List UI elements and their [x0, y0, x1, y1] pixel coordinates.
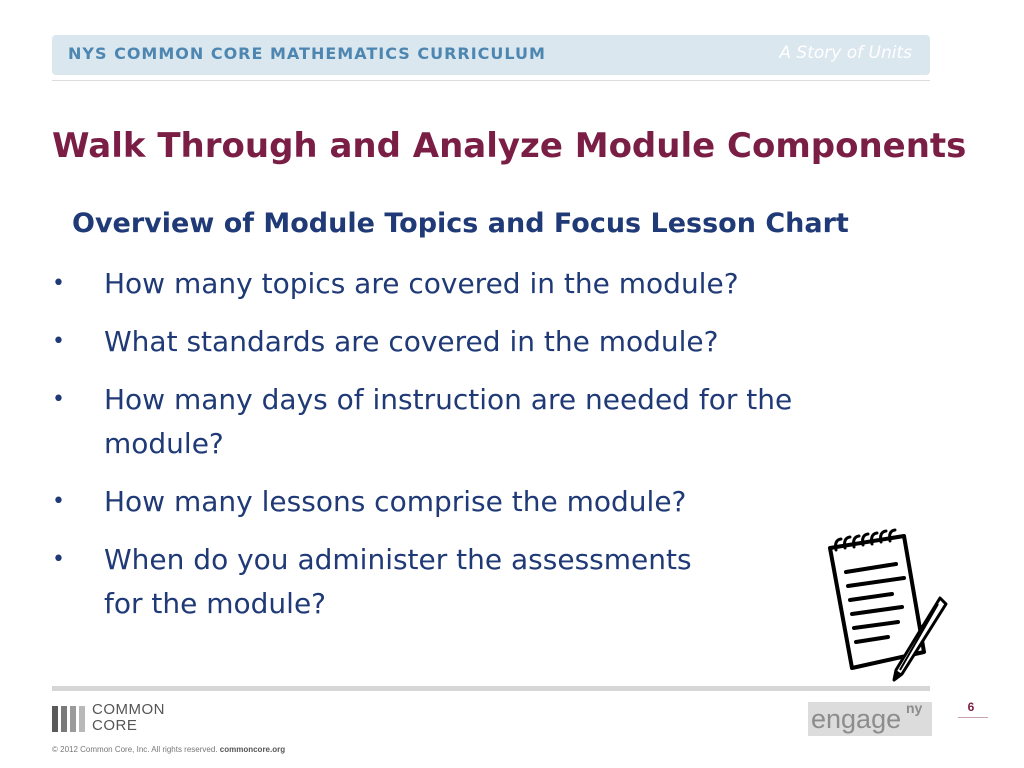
list-item: [52, 320, 912, 364]
page-number-underline: [958, 717, 988, 718]
question-list: [52, 262, 912, 640]
engage-ny-superscript: ny: [906, 700, 923, 716]
bullet-text: When do you administer the assessments for the module?: [104, 543, 692, 620]
footer-divider: [52, 686, 930, 691]
bullet-icon: •: [52, 329, 65, 354]
copyright-notice: [52, 745, 285, 754]
common-core-logo-icon: [52, 704, 86, 734]
bullet-icon: •: [52, 387, 65, 412]
wordmark-line: CORE: [92, 717, 138, 734]
header-divider: [52, 80, 930, 81]
bullet-text: How many days of instruction are needed for the module?: [104, 383, 793, 460]
list-item: [52, 480, 912, 524]
common-core-wordmark: [92, 702, 165, 734]
copyright-link[interactable]: commoncore.org: [219, 745, 286, 754]
notepad-with-pencil-icon: [818, 522, 952, 688]
bullet-icon: •: [52, 271, 65, 296]
slide-title: Walk Through and Analyze Module Components: [52, 126, 967, 166]
page-number: 6: [967, 700, 975, 714]
copyright-text: © 2012 Common Core, Inc. All rights reserved.: [52, 745, 218, 754]
list-item: [52, 378, 912, 466]
bullet-text: How many lessons comprise the module?: [104, 485, 687, 518]
bullet-text: How many topics are covered in the module?: [104, 267, 739, 300]
list-item: [52, 538, 912, 626]
series-header: A Story of Units: [779, 43, 912, 63]
bullet-icon: •: [52, 547, 65, 572]
wordmark-line: COMMON: [92, 701, 165, 718]
bullet-icon: •: [52, 489, 65, 514]
bullet-text: What standards are covered in the module?: [104, 325, 719, 358]
slide-subtitle: Overview of Module Topics and Focus Lesson Chart: [72, 208, 849, 239]
engage-wordmark: engage: [811, 704, 902, 734]
curriculum-header: NYS COMMON CORE MATHEMATICS CURRICULUM: [68, 44, 546, 63]
list-item: [52, 262, 912, 306]
